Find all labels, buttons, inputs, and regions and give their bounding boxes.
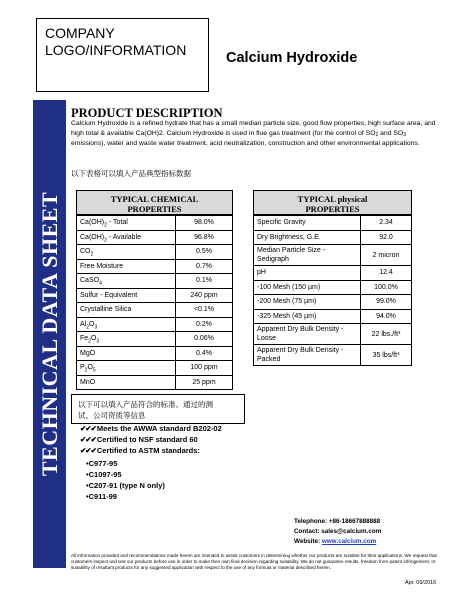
chemical-row [77,317,233,332]
chemical-row [77,274,233,289]
chemical-value: 25 ppm [176,375,233,390]
chemical-properties-heading: TYPICAL CHEMICAL PROPERTIES [76,190,233,215]
chemical-value: 0.2% [176,317,233,332]
description-text: Calcium Hydroxide is a refined hydrate that has a small median particle size, good flow properties, high surface area, and high total & available Ca(OH)2. Calcium Hydroxide is used in flue gas treatment (for the control of $SO_2$ and $SO_3$ emissions), water and waste water treatment, acid neutralization, construction and other environmental applications. [71,120,436,147]
chemical-value: 0.5% [176,245,233,260]
standards-note-box: 以下可以填入产品符合的标准、通过的测 试、公司资质等信息 [71,394,245,424]
chemical-name: Sulfur - Equivalent [77,288,176,303]
chemical-name: MgO [77,346,176,361]
contact-website: Website: www.calcium.com [294,538,377,545]
table-note: 以下表格可以填入产品典型指标数据 [71,169,191,178]
certification-item: ✔✔✔Certified to ASTM standards: [80,446,200,455]
physical-properties-heading: TYPICAL physical PROPERTIES [253,190,412,215]
astm-standard-item: •C911-99 [86,492,117,501]
product-title: Calcium Hydroxide [226,50,358,66]
physical-name: -100 Mesh (150 µm) [254,280,361,295]
side-banner [33,100,66,568]
chemical-name: $P_2O_5$ [77,361,176,376]
physical-name: -200 Mesh (75 µm) [254,295,361,310]
physical-row [254,266,412,281]
chemical-name: MnO [77,375,176,390]
astm-standard-item: •C1097-95 [86,470,122,479]
physical-name: Apparent Dry Bulk Density - Loose [254,324,361,345]
chemical-name: $Fe_2O_3$ [77,332,176,347]
website-link[interactable]: www.calcium.com [321,538,377,545]
physical-name: Specific Gravity [254,216,361,231]
disclaimer-text: All information provided and recommendations made herein are intended to assist customers in determining whether our products are suitable for their applications. We request that customers inspect and test our products before use in order to make their own final decision regarding suitability. We do not guarantee results, freedom from patent infringement, or suitability of resultant products for any suggested application with respect to the use of any formula or material described herein. [71,553,437,571]
physical-row [254,216,412,231]
chemical-row [77,332,233,347]
chemical-value: 0.1% [176,274,233,289]
astm-standards-list [86,459,165,503]
physical-value: 99.0% [361,295,412,310]
astm-standard-item: •C207-91 (type N only) [86,481,165,490]
document-date: Apr. 09/2016 [405,580,437,586]
company-logo-box [36,18,209,92]
chemical-value: 0.4% [176,346,233,361]
physical-row [254,230,412,245]
chemical-value: 96.8% [176,230,233,245]
logo-line-1: COMPANY [45,25,115,41]
physical-row [254,280,412,295]
chemical-name: $Ca(OH)_2$ - Total [77,216,176,231]
chemical-row [77,303,233,318]
physical-value: 2 micron [361,245,412,266]
chemical-value: 240 ppm [176,288,233,303]
logo-line-2: LOGO/INFORMATION [45,42,187,58]
chemical-row [77,361,233,376]
astm-standard-item: •C977-95 [86,459,118,468]
chemical-properties-table [76,215,233,390]
contact-info [294,517,381,547]
physical-value: 35 lbs/ft³ [361,345,412,366]
chemical-value: 0.06% [176,332,233,347]
chemical-row [77,375,233,390]
checkmark-icon: ✔✔✔ [80,446,96,455]
chemical-name: Crystalline Silica [77,303,176,318]
checkmark-icon: ✔✔✔ [80,424,96,433]
physical-value: 22 lbs./ft³ [361,324,412,345]
chemical-name: $Ca(OH)_2$ - Available [77,230,176,245]
chemical-name: CaSO$_4$ [77,274,176,289]
chemical-value: 0.7% [176,259,233,274]
physical-value: 94.0% [361,309,412,324]
physical-value: 2.34 [361,216,412,231]
chemical-value: <0.1% [176,303,233,318]
physical-name: pH [254,266,361,281]
chemical-value: 100 ppm [176,361,233,376]
physical-row [254,245,412,266]
certifications-list [80,424,222,457]
physical-properties-table [253,215,412,366]
chemical-row [77,288,233,303]
physical-row [254,295,412,310]
contact-email: Contact: sales@calcium.com [294,528,382,535]
certification-item: ✔✔✔Meets the AWWA standard B202-02 [80,424,222,433]
physical-name: Apparent Dry Bulk Density - Packed [254,345,361,366]
description-heading: PRODUCT DESCRIPTION [71,106,223,120]
chemical-name: $CO_2$ [77,245,176,260]
physical-value: 100.0% [361,280,412,295]
physical-name: Dry Brightness, G.E. [254,230,361,245]
physical-row [254,324,412,345]
chemical-name: Free Moisture [77,259,176,274]
physical-row [254,345,412,366]
chemical-name: $Al_2O_3$ [77,317,176,332]
contact-phone: Telephone: +86-18667888888 [294,518,381,525]
side-banner-text: TECHNICAL DATA SHEET [36,191,62,477]
chemical-row [77,216,233,231]
physical-value: 12.4 [361,266,412,281]
checkmark-icon: ✔✔✔ [80,435,96,444]
certification-item: ✔✔✔Certified to NSF standard 60 [80,435,198,444]
physical-name: Median Particle Size - Sedigraph [254,245,361,266]
chemical-row [77,346,233,361]
chemical-value: 98.0% [176,216,233,231]
physical-name: -325 Mesh (45 µm) [254,309,361,324]
chemical-row [77,259,233,274]
chemical-row [77,230,233,245]
physical-value: 92.0 [361,230,412,245]
chemical-row [77,245,233,260]
physical-row [254,309,412,324]
